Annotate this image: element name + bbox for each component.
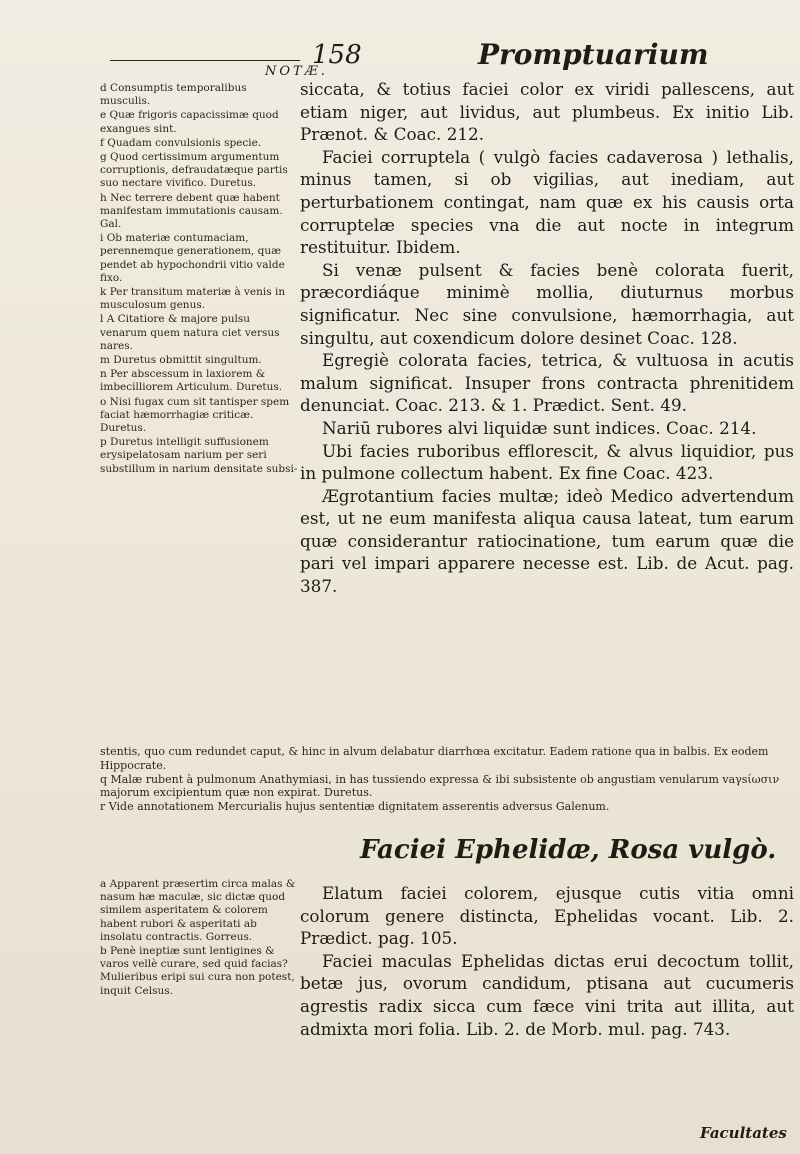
side-notes-top (100, 82, 300, 477)
footnote: stentis, quo cum redundet caput, & hinc in alvum delabatur diarrhœa excitatur. Eadem ratione qua in balbis. Ex eodem Hippocrate. (100, 745, 769, 772)
side-note: i Ob materiæ contumaciam, perennemque generationem, quæ pendet ab hypochondrii vitio valde fixo. (100, 232, 285, 284)
paragraph: Faciei corruptela ( vulgò facies cadaverosa ) lethalis, minus tamen, si ob vigilias, aut inediam, aut perturbationem contingat, nam quæ ex his causis orta corruptelæ species vna die aut nocte in integrum restituitur. Ibidem. (300, 146, 794, 258)
paragraph: Faciei maculas Ephelidas dictas erui decoctum tollit, betæ jus, ovorum candidum, ptisana aut cucumeris agrestis radix sicca cum fæce vini trita aut illita, aut admixta mori folia. Lib. 2. de Morb. mul. pag. 743. (300, 950, 794, 1039)
side-note: p Duretus intelligit suffusionem erysipelatosam narium per seri substillum in narium densitate subsi- (100, 436, 298, 475)
side-note: m Duretus obmittit singultum. (100, 354, 262, 367)
main-text-top (300, 78, 794, 598)
notes-label: NOTÆ. (265, 64, 328, 79)
side-note: e Quæ frigoris capacissimæ quod exangues sint. (100, 109, 279, 135)
side-note: f Quadam convulsionis specie. (100, 136, 262, 149)
paragraph: Ægrotantium facies multæ; ideò Medico advertendum est, ut ne eum manifesta aliqua causa lateat, tum earum quæ considerantur ratiocinatione, tum earum quæ die pari vel impari apparere necesse est. Lib. de Acut. pag. 387. (300, 485, 794, 597)
side-note: d Consumptis temporalibus musculis. (100, 82, 247, 108)
running-title: Promptuarium (478, 38, 709, 71)
side-note: o Nisi fugax cum sit tantisper spem faciat hæmorrhagiæ criticæ. Duretus. (100, 395, 290, 435)
side-notes-bottom (100, 878, 300, 999)
page-number: 158 (312, 40, 362, 70)
paragraph: Nariū rubores alvi liquidæ sunt indices. Coac. 214. (322, 417, 757, 438)
section-title: Faciei Ephelidæ, Rosa vulgò. (360, 835, 777, 865)
paragraph: siccata, & totius faciei color ex viridi pallescens, aut etiam niger, aut lividus, aut plumbeus. Ex initio Lib. Prænot. & Coac. 212. (300, 79, 794, 145)
main-text-bottom (300, 882, 794, 1040)
paragraph: Si venæ pulsent & facies benè colorata fuerit, præcordiáque minimè mollia, diuturnus morbus significatur. Nec sine convulsione, hæmorrhagia, aut singultu, aut coxendicum dolore desinet Coac. 128. (300, 259, 794, 348)
page-header (100, 38, 800, 79)
side-note: n Per abscessum in laxiorem & imbecilliorem Articulum. Duretus. (100, 368, 283, 394)
catchword: Facultates (700, 1124, 787, 1142)
paragraph: Egregiè colorata facies, tetrica, & vultuosa in acutis malum significat. Insuper frons contracta phrenitidem denunciat. Coac. 213. & 1. Prædict. Sent. 49. (300, 350, 794, 416)
side-note: k Per transitum materiæ à venis in musculosum genus. (100, 286, 286, 312)
side-note: b Penè ineptiæ sunt lentigines & varos vellè curare, sed quid facias? Mulieribus eripi sui cura non potest, inquit Celsus. (100, 945, 295, 997)
side-note: a Apparent præsertim circa malas & nasum hæ maculæ, sic dictæ quod similem asperitatem & colorem habent rubori & asperitati ab insolatu contractis. Gorreus. (100, 878, 296, 943)
footnote: r Vide annotationem Mercurialis hujus sententiæ dignitatem asserentis adversus Galenum. (100, 800, 610, 814)
side-note: h Nec terrere debent quæ habent manifestam immutationis causam. Gal. (100, 191, 283, 231)
side-note: l A Citatiore & majore pulsu venarum quem natura ciet versus nares. (100, 313, 280, 352)
paragraph: Ubi facies ruboribus efflorescit, & alvus liquidior, pus in pulmone collectum habent. Ex fine Coac. 423. (300, 440, 794, 484)
paragraph: Elatum faciei colorem, ejusque cutis vitia omni colorum genere distincta, Ephelidas vocant. Lib. 2. Prædict. pag. 105. (300, 883, 794, 949)
footnotes-wide (100, 745, 790, 814)
footnote: q Malæ rubent à pulmonum Anathymiasi, in has tussiendo expressa & ibi subsistente ob angustiam venularum vaγsίωσιν majorum excipientum quæ non expirat. Duretus. (100, 772, 780, 800)
header-rule (110, 60, 300, 61)
side-note: g Quod certissimum argumentum corruptionis, defraudatæque partis suo nectare vivifico. Duretus. (100, 151, 288, 190)
